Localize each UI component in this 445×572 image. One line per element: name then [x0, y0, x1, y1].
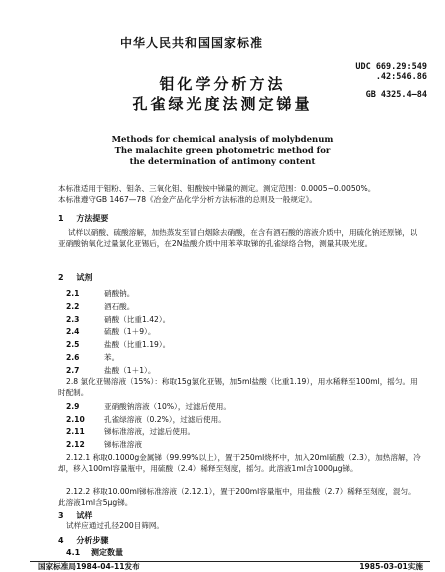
gb-code: GB 4325.4—84: [365, 90, 427, 100]
section-title: 分析步骤: [76, 536, 109, 545]
reagent-list-b: [66, 401, 231, 451]
reagent-2-8: 2.8 氯化亚锡溶液（15%）：称取15g氯化亚锡，加5ml盐酸（比重1.19），用水稀释至100ml，摇匀。用时配制。: [58, 377, 418, 397]
section-2-heading: [58, 272, 92, 283]
udc-line-2: .42:546.86: [375, 72, 427, 82]
section-number: 1: [58, 214, 64, 223]
section-number: 2: [58, 273, 64, 282]
reagent-item: 2.12 锑标准溶液: [66, 439, 142, 449]
step-number: 4.1: [66, 548, 81, 557]
reagent-item: 2.3 硝酸（比重1.42）。: [66, 314, 171, 324]
sample-text: 试样应通过孔径200目筛网。: [66, 521, 165, 530]
english-title-3: the determination of antimony content: [129, 157, 316, 167]
org-header: 中华人民共和国国家标准: [120, 36, 264, 50]
intro-paragraph-2: 本标准遵守GB 1467—78《冶金产品化学分析方法标准的总则及一般规定》。: [58, 195, 317, 204]
section-4-heading: [58, 535, 108, 546]
step-4-1: [66, 547, 123, 558]
method-text: 试样以硝酸、硫酸溶解，加热蒸发至冒白烟除去硝酸，在含有酒石酸的溶液介质中，用硫化钠还原锑，以亚硝酸钠氧化过量氯化亚锡后，在2N盐酸介质中用苯萃取锑的孔雀绿络合物，测量其吸光度。: [58, 228, 418, 248]
intro-paragraph-1: 本标准适用于钼粉、钼条、三氧化钼、钼酸铵中锑量的测定。测定范围：0.0005~0.0050%。: [58, 184, 376, 193]
udc-line-1: UDC 669.29:549: [355, 62, 427, 72]
reagent-2-12-1: 2.12.1 称取0.1000g金属锑（99.99%以上），置于250ml烧杯中，加入20ml硫酸（2.3），加热溶解，冷却，移入100ml容量瓶中，用硫酸（2.4）稀释至刻度，摇匀。此溶液1ml含1000μg锑。: [58, 453, 421, 473]
reagent-item: 2.9 亚硝酸钠溶液（10%），过滤后使用。: [66, 402, 231, 411]
footer-effective: 1985-03-01实施: [359, 562, 423, 571]
reagent-2-12-2: 2.12.2 移取10.00ml锑标准溶液（2.12.1），置于200ml容量瓶中，用盐酸（2.7）稀释至刻度，混匀。此溶液1ml含5μg锑。: [58, 487, 416, 507]
section-number: 3: [58, 511, 64, 520]
title-line-1: 钼化学分析方法: [159, 75, 286, 93]
reagent-item: 2.10 孔雀绿溶液（0.2%），过滤后使用。: [66, 414, 226, 424]
reagent-item: 2.2 酒石酸。: [66, 301, 135, 311]
section-title: 试剂: [76, 273, 93, 282]
reagent-item: 2.11 锑标准溶液，过滤后使用。: [66, 427, 196, 436]
section-title: 试样: [76, 511, 93, 520]
english-title-1: Methods for chemical analysis of molybdenum: [111, 135, 334, 145]
section-number: 4: [58, 536, 64, 545]
footer-issued: 国家标准局1984-04-11发布: [38, 562, 140, 571]
reagent-item: 2.1 硝酸钠。: [66, 289, 135, 298]
step-title: 测定数量: [90, 548, 123, 557]
reagent-item: 2.6 苯。: [66, 352, 120, 362]
section-1-heading: [58, 213, 108, 224]
reagent-item: 2.7 盐酸（1＋1）。: [66, 365, 156, 375]
reagent-item: 2.5 盐酸（比重1.19）。: [66, 340, 171, 350]
reagent-item: 2.4 硫酸（1＋9）。: [66, 327, 156, 337]
section-title: 方法提要: [76, 214, 109, 223]
english-title-2: The malachite green photometric method for: [114, 146, 331, 156]
title-line-2: 孔雀绿光度法测定锑量: [132, 95, 313, 113]
reagent-list: [66, 288, 170, 378]
